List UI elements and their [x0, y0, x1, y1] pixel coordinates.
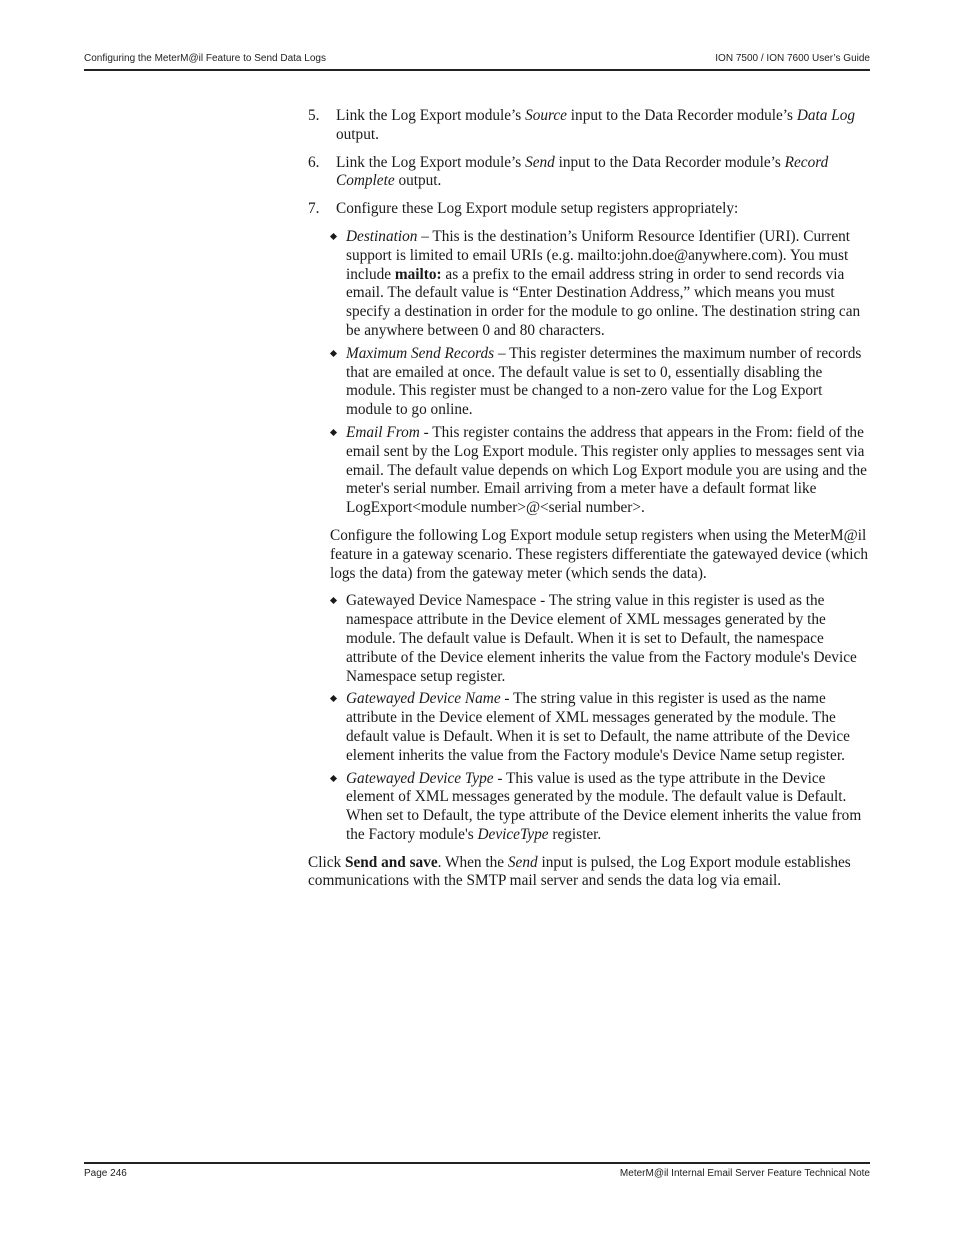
- register-text: - This value is used as the type attribute in the Device element of XML messages generated by the module. The default value is Default. When set to Default, the type attribute of the Device element inherits the value from the Factory module's: [346, 769, 862, 843]
- step-term: Source: [525, 107, 567, 124]
- gateway-intro: Configure the following Log Export module setup registers when using the MeterM@il feature in a gateway scenario. These registers differentiate the gatewayed device (which logs the data) from the gateway meter (which sends the data).: [330, 526, 868, 582]
- step-number: 5.: [308, 107, 320, 124]
- step-term: Record Complete: [336, 153, 829, 190]
- list-item: [330, 690, 870, 765]
- list-item: [330, 592, 870, 686]
- list-item: [330, 228, 870, 341]
- register-name: Email From: [346, 423, 420, 441]
- register-name: Gatewayed Device Name: [346, 690, 501, 708]
- list-item: [330, 424, 870, 518]
- register-name: Maximum Send Records: [346, 344, 495, 362]
- send-and-save-label: Send and save: [344, 853, 438, 871]
- step-number: 7.: [308, 200, 320, 218]
- step-term: Data Log: [796, 107, 856, 124]
- register-text: - This register contains the address that appears in the From: field of the email sent by the Log Export module. This register only applies to messages sent via email. The default value depends on which Log Export module you are using and the meter's serial number. Email arriving from a meter have a default format like LogExport<module number>@<serial number>.: [346, 423, 867, 517]
- running-header: [84, 53, 870, 64]
- register-text: as a prefix to the email address string in order to send records via email. The default value is “Enter Destination Address,” which means you must specify a destination in order for the module to go online. The destination string can be anywhere between 0 and 80 characters.: [346, 265, 861, 339]
- register-text: register.: [548, 825, 602, 843]
- register-text: – This is the destination’s Uniform Resource Identifier (URI). Current support is limited to email URIs (e.g. mailto:john.doe@anywhere.com). You must include: [346, 227, 851, 283]
- diamond-bullet-icon: [330, 233, 337, 240]
- list-item: [330, 345, 870, 420]
- header-rule: [84, 69, 870, 71]
- register-text: Gatewayed Device Namespace - The string value in this register is used as the namespace attribute in the Device element of XML messages generated by the module. The default value is Default. When it is set to Default, the namespace attribute of the Device element inherits the value from the Factory module's Device Namespace setup register.: [346, 592, 857, 685]
- step-term: Send: [525, 153, 555, 171]
- step-6: [308, 154, 870, 192]
- page-number: Page 246: [84, 1168, 127, 1179]
- register-emphasis: mailto:: [394, 265, 442, 283]
- register-text: – This register determines the maximum number of records that are emailed at once. The default value is set to 0, essentially disabling the module. This register must be changed to a non-zero value for the Log Export module to go online.: [346, 344, 862, 419]
- step-7: [308, 200, 870, 219]
- diamond-bullet-icon: [330, 597, 337, 604]
- final-text: . When the: [437, 853, 508, 871]
- step-text: input to the Data Recorder module’s: [566, 107, 797, 124]
- step-text: output.: [336, 125, 379, 143]
- register-term: DeviceType: [477, 825, 549, 843]
- diamond-bullet-icon: [330, 695, 337, 702]
- diamond-bullet-icon: [330, 774, 337, 781]
- register-list: [330, 228, 870, 518]
- final-instruction: [308, 854, 870, 892]
- final-term: Send: [507, 853, 538, 871]
- final-text: input is pulsed, the Log Export module establishes communications with the SMTP mail server and sends the data log via email.: [308, 853, 851, 890]
- diamond-bullet-icon: [330, 350, 337, 357]
- register-name: Gatewayed Device Type: [346, 769, 494, 787]
- header-section-title: Configuring the MeterM@il Feature to Send Data Logs: [84, 53, 326, 64]
- step-text: Configure these Log Export module setup registers appropriately:: [336, 200, 739, 218]
- header-guide-title: ION 7500 / ION 7600 User’s Guide: [715, 53, 870, 64]
- step-number: 6.: [308, 153, 320, 171]
- footer-rule: [84, 1162, 870, 1164]
- running-footer: [84, 1168, 870, 1179]
- page-body: [308, 107, 870, 900]
- step-text: output.: [394, 172, 442, 190]
- footer-doc-title: MeterM@il Internal Email Server Feature Technical Note: [619, 1168, 870, 1179]
- step-text: input to the Data Recorder module’s: [554, 153, 785, 171]
- gateway-register-list: [330, 592, 870, 844]
- step-text: Link the Log Export module’s: [336, 153, 526, 171]
- list-item: [330, 770, 870, 845]
- step-5: [308, 107, 870, 145]
- register-name: Destination: [346, 227, 418, 245]
- diamond-bullet-icon: [330, 429, 337, 436]
- final-text: Click: [308, 853, 345, 871]
- register-text: - The string value in this register is used as the name attribute in the Device element of XML messages generated by the module. The default value is Default. When it is set to Default, the name attribute of the Device element inherits the value from the Factory module's Device Name setup register.: [346, 690, 850, 764]
- step-text: Link the Log Export module’s: [336, 107, 526, 124]
